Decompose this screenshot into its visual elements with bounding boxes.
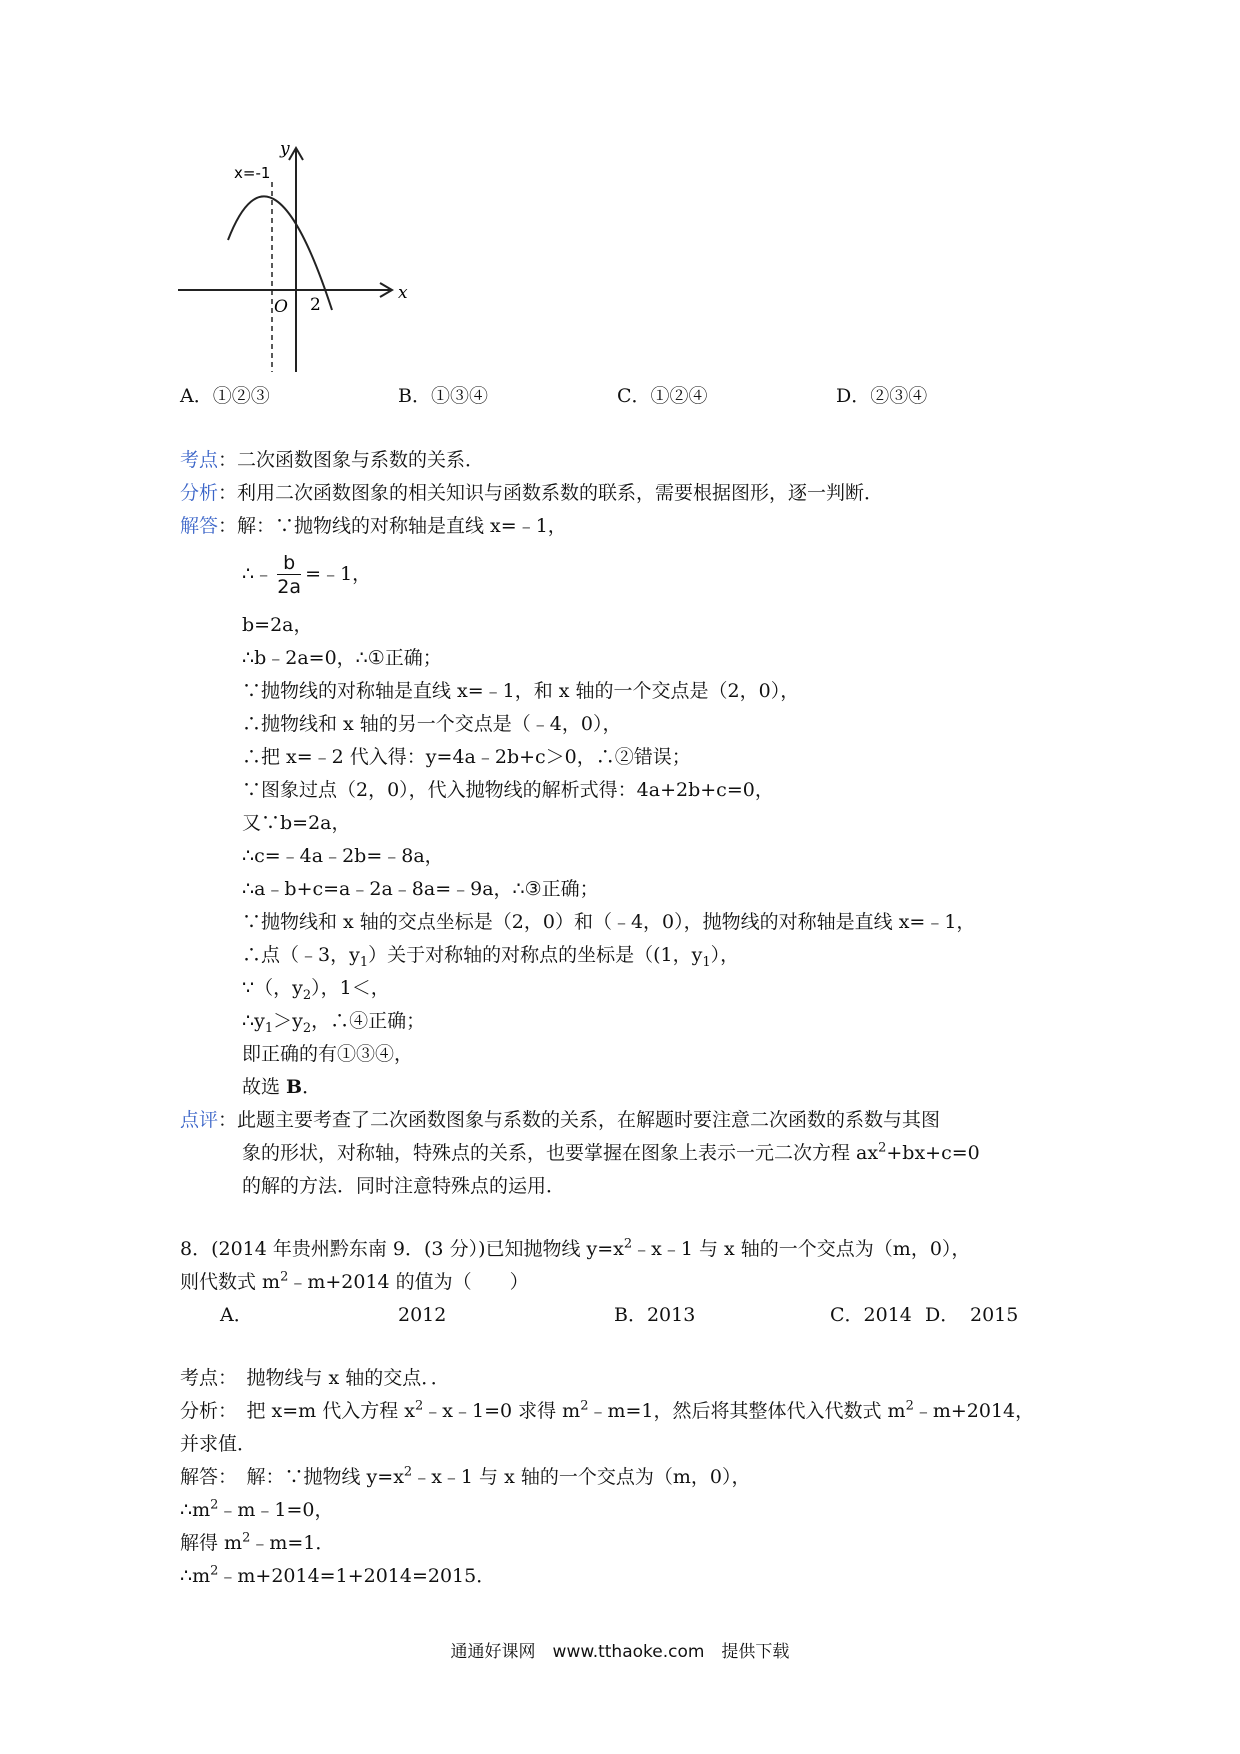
q8-step: 解得 $m^2﹣m=1$． [180,1530,335,1554]
q8-choice-b: B．2013 [614,1304,696,1326]
q7-step: b=2a， [242,614,313,636]
choice-b: B．①③④ [398,385,488,407]
q7-step: ∴b﹣2a=0，∴①正确； [242,647,442,669]
q7-step: ∴c=﹣4a﹣2b=﹣8a， [242,845,444,867]
q7-fraction-line: ∴﹣ $\frac{b}{2a}$ =﹣1， [242,551,372,598]
q7-step: ∴点（﹣3，$y_1$）关于对称轴的对称点的坐标是（(1，$y_1$）， [242,944,740,970]
choice-a: A．①②③ [180,385,270,407]
q7-step: ∴a﹣b+c=a﹣2a﹣8a=﹣9a，∴③正确； [242,878,599,900]
choice-c: C．①②④ [617,385,708,407]
q8-choice-a-value: 2012 [398,1304,447,1326]
q8-step: $\therefore m^2﹣m﹣1=0$， [180,1497,334,1521]
q7-step: 又∵b=2a， [242,812,351,834]
parabola-graph [170,140,420,380]
parabola-curve [228,196,332,310]
x-tick-label: 2 [310,295,321,315]
symmetry-label: x=-1 [234,164,271,182]
q7-step: ∵图象过点（2，0），代入抛物线的解析式得：4a+2b+c=0， [242,779,774,801]
q8-kaodian: 考点： 抛物线与 x 轴的交点．． [180,1367,450,1389]
q8-fenxi-cont: 并求值． [180,1433,257,1455]
y-axis-label: y [280,140,290,159]
fenxi-label: 分析 [180,482,219,504]
q7-step: $\therefore y_1>y_2$，∴④正确； [242,1010,426,1036]
fraction: $\frac{b}{2a}$ [277,551,301,598]
q7-step: 即正确的有①③④， [242,1043,414,1065]
dianping-label: 点评 [180,1109,219,1131]
q7-answer: 故选 B． [242,1076,322,1098]
q7-dianping-line: 的解的方法．同时注意特殊点的运用． [242,1175,566,1197]
choice-d: D．②③④ [836,385,928,407]
q8-fenxi: 分析： 把 x=m 代入方程 $x^2﹣x﹣1=0$ 求得 $m^2﹣m=1$，然后将其整体代入代数式 $m^2﹣m+2014$， [180,1398,1035,1422]
q7-fenxi [180,478,883,508]
q8-stem: 则代数式 $m^2﹣m+2014$ 的值为（ ） [180,1269,529,1293]
q8-step: $\therefore m^2﹣m+2014=1+2014=2015$． [180,1563,496,1587]
fenxi-text: ：利用二次函数图象的相关知识与函数系数的联系，需要根据图形，逐一判断． [218,482,884,504]
q7-dianping-line: 象的形状，对称轴，特殊点的关系，也要掌握在图象上表示一元二次方程 $ax^2+bx+c=0$ [242,1140,980,1164]
kaodian-label: 考点 [180,449,219,471]
page-footer: 通通好课网 www.tthaoke.com 提供下载 [450,1642,790,1662]
q7-dianping: 点评：此题主要考查了二次函数图象与系数的关系，在解题时要注意二次函数的系数与其图 [180,1109,941,1131]
q7-step: ∴抛物线和 x 轴的另一个交点是（﹣4，0）， [242,713,622,735]
q8-choice-d: D． [925,1304,960,1326]
jieda-text: ：解：∵抛物线的对称轴是直线 x=﹣1， [218,515,567,537]
q8-choice-c: C．2014 [830,1304,912,1326]
q7-step: ∵抛物线和 x 轴的交点坐标是（2，0）和（﹣4，0），抛物线的对称轴是直线 x=﹣1， [242,911,976,933]
q7-jieda [180,511,567,541]
q7-kaodian [180,445,484,475]
q7-step: ∴把 x=﹣2 代入得：y=4a﹣2b+c＞0，∴②错误； [242,746,691,768]
x-axis-label: x [398,283,408,303]
jieda-label: 解答 [180,515,219,537]
q8-stem: 8．(2014 年贵州黔东南 9．(3 分）)已知抛物线 $y=x^2﹣x﹣1$ 与 x 轴的一个交点为（m，0）， [180,1236,971,1260]
q8-jieda: 解答： 解：∵抛物线 $y=x^2﹣x﹣1$ 与 x 轴的一个交点为（m，0）， [180,1464,751,1488]
q7-step: ∵抛物线的对称轴是直线 x=﹣1，和 x 轴的一个交点是（2，0）， [242,680,800,702]
q8-choice-d-value: 2015 [970,1304,1019,1326]
origin-label: O [274,297,288,317]
kaodian-text: ：二次函数图象与系数的关系． [218,449,485,471]
q7-step: ∵（，$y_2$），1＜， [242,977,390,1003]
q8-choice-a: A． [220,1304,253,1326]
